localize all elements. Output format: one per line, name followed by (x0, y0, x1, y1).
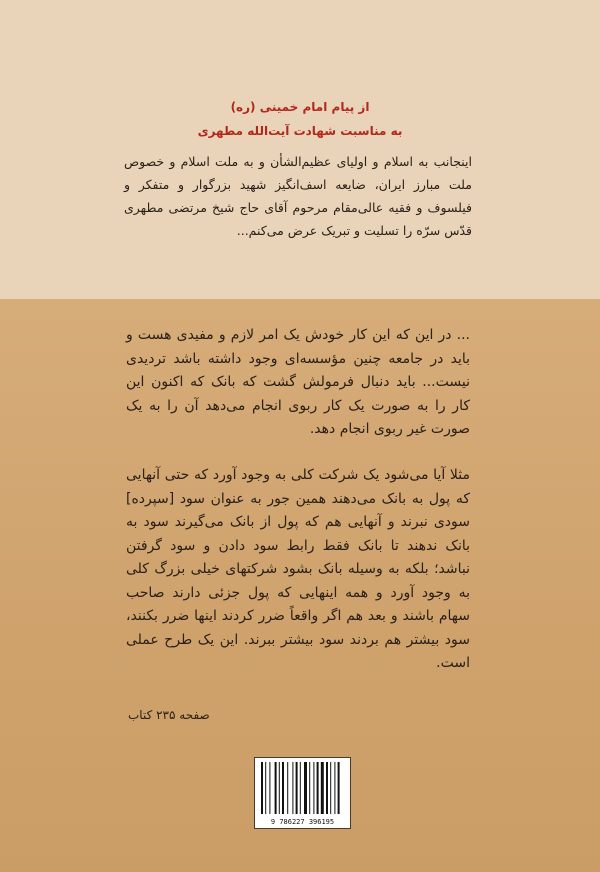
barcode-stripe (296, 762, 298, 814)
barcode-stripe (313, 762, 314, 814)
barcode-stripe (321, 762, 324, 814)
barcode-stripe (304, 762, 307, 814)
barcode-stripe (265, 762, 266, 814)
barcode-stripe (269, 762, 270, 814)
barcode-stripe (309, 762, 310, 814)
quote-paragraph: اینجانب به اسلام و اولیای عظیم‌الشأن و به ملت اسلام و خصوص ملت مبارز ایران، ضایعه اسف‌انگیز شهید بزرگوار و متفکر و فیلسوف و فقیه عالی‌مقام مرحوم آقای حاج شیخ مرتضی مطهری قدّس سرّه را تسلیت و تبریک عرض می‌کنم... (124, 154, 472, 238)
barcode-stripe (279, 762, 280, 814)
barcode-stripe (326, 762, 328, 814)
barcode-stripe (317, 762, 319, 814)
barcode (254, 757, 351, 829)
barcode-stripe (287, 762, 288, 814)
barcode-number: 9 786227 396195 (270, 818, 335, 826)
barcode-stripe (330, 762, 331, 814)
body-paragraph-2: مثلا آیا می‌شود یک شرکت کلی به وجود آورد که حتی آنهایی که پول به بانک می‌دهند همین جور به عنوان سود [سپرده] سودی نبرند و آنهایی هم که پول از بانک می‌گیرند سود به بانک ندهند تا بانک فقط رابط سود دادن و سود گرفتن نباشد؛ بلکه به وسیله بانک بشود شرکتهای خیلی بزرگ کلی به وجود آورد و همه اینهایی که پول جزئی دارند صاحب سهام باشند و بعد هم اگر واقعاً ضرر کردند اینها ضرر بکنند، سود بیشتر هم بردند سود بیشتر ببرند. این یک طرح عملی است. (126, 467, 470, 671)
page-reference: صفحه ۲۳۵ کتاب (128, 708, 210, 722)
barcode-stripe (292, 762, 293, 814)
barcode-stripe (261, 762, 263, 814)
barcode-stripe (300, 762, 301, 814)
barcode-stripe (282, 762, 284, 814)
heading-occasion: به مناسبت شهادت آیت‌الله مطهری (197, 124, 403, 138)
barcode-bars-icon (261, 762, 346, 814)
barcode-stripe (275, 762, 277, 814)
barcode-stripe (334, 762, 335, 814)
body-paragraph-1: ... در این که این کار خودش یک امر لازم و مفیدی هست و باید در جامعه چنین مؤسسه‌ای وجود داشته باشد تردیدی نیست... باید دنبال فرمولش گشت که بانک که اکنون این کار را به صورت یک کار ربوی انجام می‌دهد آن را به یک صورت غیر ربوی انجام دهد. (126, 327, 470, 437)
barcode-stripe (338, 762, 340, 814)
heading-source: از پیام امام خمینی (ره) (230, 100, 370, 114)
